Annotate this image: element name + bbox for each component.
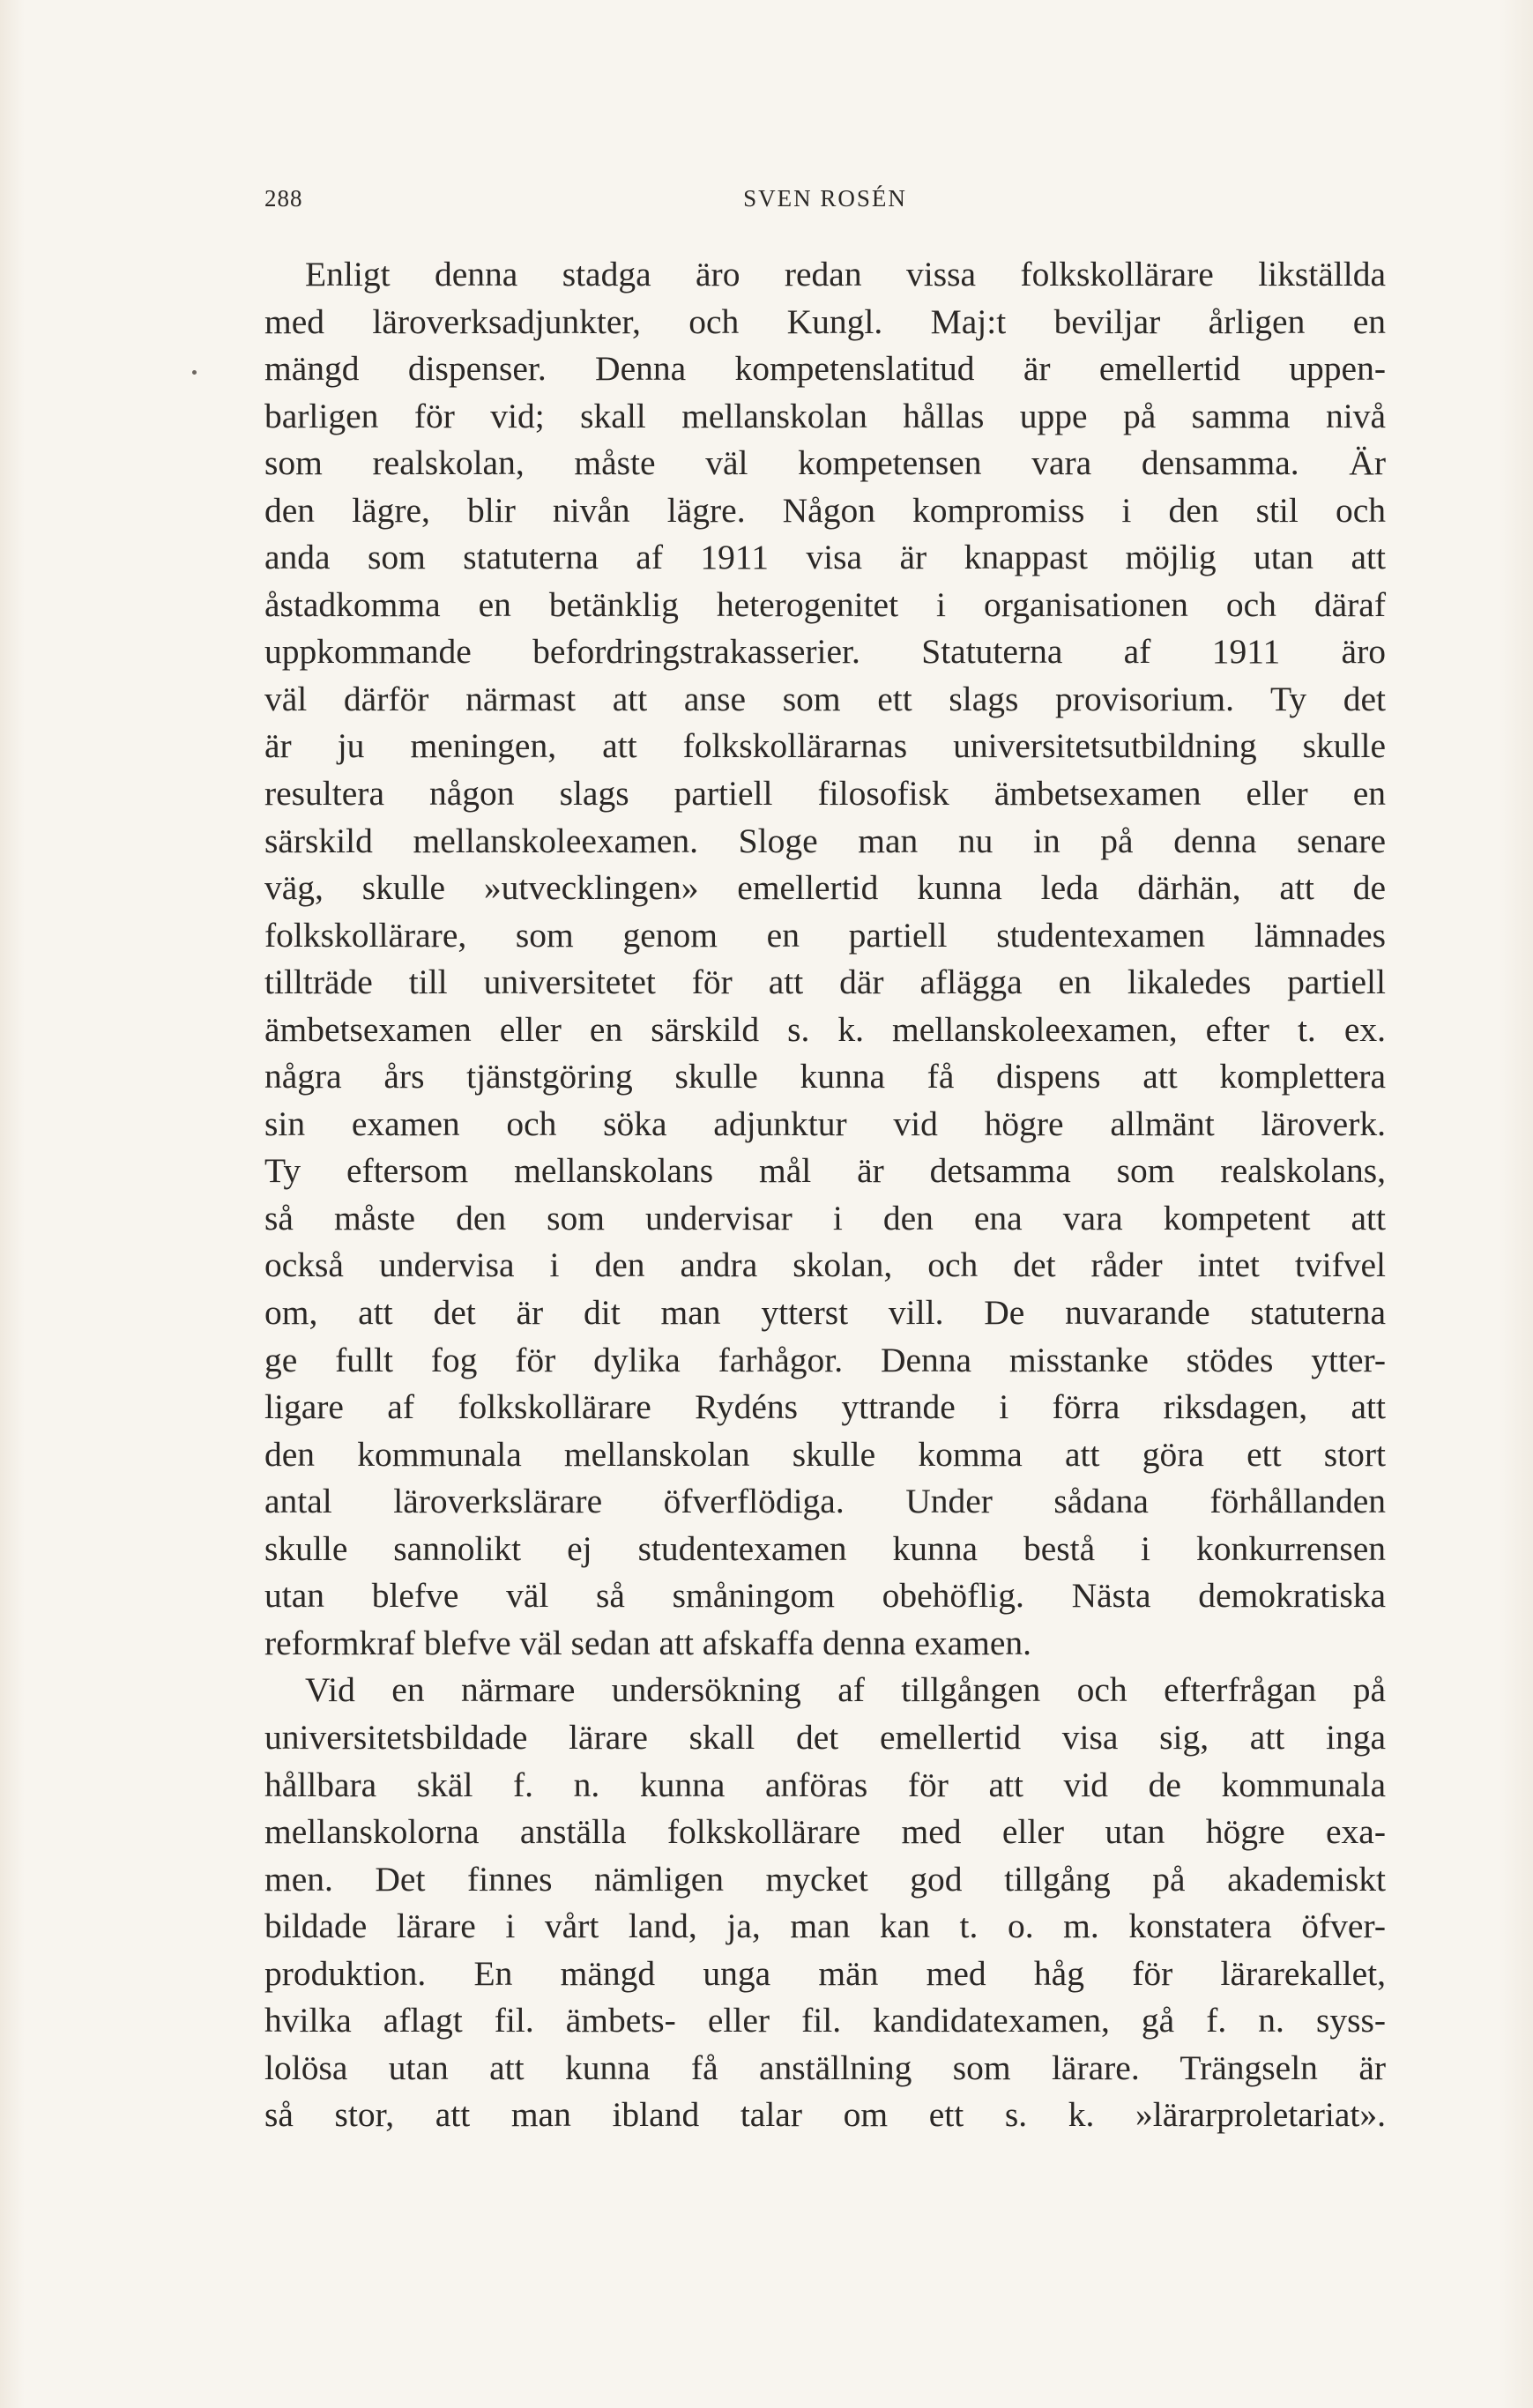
text-line: också undervisa i den andra skolan, och det råder intet tvifvel [264, 1245, 1386, 1285]
text-line: väg, skulle »utvecklingen» emellertid kunna leda därhän, att de [264, 868, 1386, 908]
text-line: tillträde till universitetet för att där aflägga en likaledes partiell [264, 962, 1386, 1002]
text-line: är ju meningen, att folkskollärarnas universitetsutbildning skulle [264, 726, 1386, 766]
text-line: uppkommande befordringstrakasserier. Statuterna af 1911 äro [264, 632, 1386, 672]
text-line: hvilka aflagt fil. ämbets- eller fil. kandidatexamen, gå f. n. syss- [264, 2001, 1386, 2040]
text-line: så måste den som undervisar i den ena vara kompetent att [264, 1198, 1386, 1237]
text-line: antal läroverkslärare öfverflödiga. Under sådana förhållanden [264, 1482, 1386, 1521]
text-line: väl därför närmast att anse som ett slags provisorium. Ty det [264, 679, 1386, 718]
text-line: barligen för vid; skall mellanskolan hållas uppe på samma nivå [264, 396, 1386, 435]
running-head: SVEN ROSÉN [743, 185, 907, 212]
text-line: ligare af folkskollärare Rydéns yttrande i förra riksdagen, att [264, 1387, 1386, 1427]
text-line: Ty eftersom mellanskolans mål är detsamma som realskolans, [264, 1151, 1386, 1191]
body-text [264, 251, 1386, 2139]
text-line: särskild mellanskoleexamen. Sloge man nu in på denna senare [264, 821, 1386, 860]
text-line: om, att det är dit man ytterst vill. De nuvarande statuterna [264, 1293, 1386, 1333]
text-line: folkskollärare, som genom en partiell studentexamen lämnades [264, 915, 1386, 955]
text-line: men. Det finnes nämligen mycket god tillgång på akademiskt [264, 1859, 1386, 1899]
text-line: med läroverksadjunkter, och Kungl. Maj:t beviljar årligen en [264, 301, 1386, 341]
text-line: universitetsbildade lärare skall det emellertid visa sig, att inga [264, 1717, 1386, 1757]
text-line: den lägre, blir nivån lägre. Någon kompromiss i den stil och [264, 490, 1386, 530]
text-line: mängd dispenser. Denna kompetenslatitud är emellertid uppen- [264, 349, 1386, 389]
text-line: ämbetsexamen eller en särskild s. k. mellanskoleexamen, efter t. ex. [264, 1009, 1386, 1049]
text-line: åstadkomma en betänklig heterogenitet i organisationen och däraf [264, 584, 1386, 624]
text-line: som realskolan, måste väl kompetensen vara densamma. Är [264, 443, 1386, 483]
text-line: produktion. En mängd unga män med håg för lärarekallet, [264, 1953, 1386, 1993]
page-header [264, 185, 1386, 220]
text-line: ge fullt fog för dylika farhågor. Denna misstanke stödes ytter- [264, 1340, 1386, 1379]
text-line: utan blefve väl så småningom obehöflig. Nästa demokratiska [264, 1576, 1386, 1616]
text-line: reformkraf blefve väl sedan att afskaffa denna examen. [264, 1623, 1032, 1662]
text-line: anda som statuterna af 1911 visa är knappast möjlig utan att [264, 538, 1386, 577]
page-number: 288 [264, 185, 303, 212]
text-line: hållbara skäl f. n. kunna anföras för att vid de kommunala [264, 1765, 1386, 1804]
text-line: den kommunala mellanskolan skulle komma att göra ett stort [264, 1434, 1386, 1474]
text-line: Enligt denna stadga äro redan vissa folkskollärare likställda [305, 255, 1386, 294]
text-line: lolösa utan att kunna få anställning som lärare. Trängseln är [264, 2048, 1386, 2087]
text-line: resultera någon slags partiell filosofisk ämbetsexamen eller en [264, 774, 1386, 814]
text-line: Vid en närmare undersökning af tillgången och efterfrågan på [305, 1670, 1386, 1710]
text-line: mellanskolorna anställa folkskollärare med eller utan högre exa- [264, 1812, 1386, 1852]
text-line: så stor, att man ibland talar om ett s. k. »lärarproletariat». [264, 2095, 1386, 2135]
margin-mark [192, 370, 197, 375]
text-line: bildade lärare i vårt land, ja, man kan t. o. m. konstatera öfver- [264, 1906, 1386, 1946]
text-line: några års tjänstgöring skulle kunna få dispens att komplettera [264, 1057, 1386, 1096]
text-line: sin examen och söka adjunktur vid högre allmänt läroverk. [264, 1104, 1386, 1143]
text-line: skulle sannolikt ej studentexamen kunna bestå i konkurrensen [264, 1528, 1386, 1568]
